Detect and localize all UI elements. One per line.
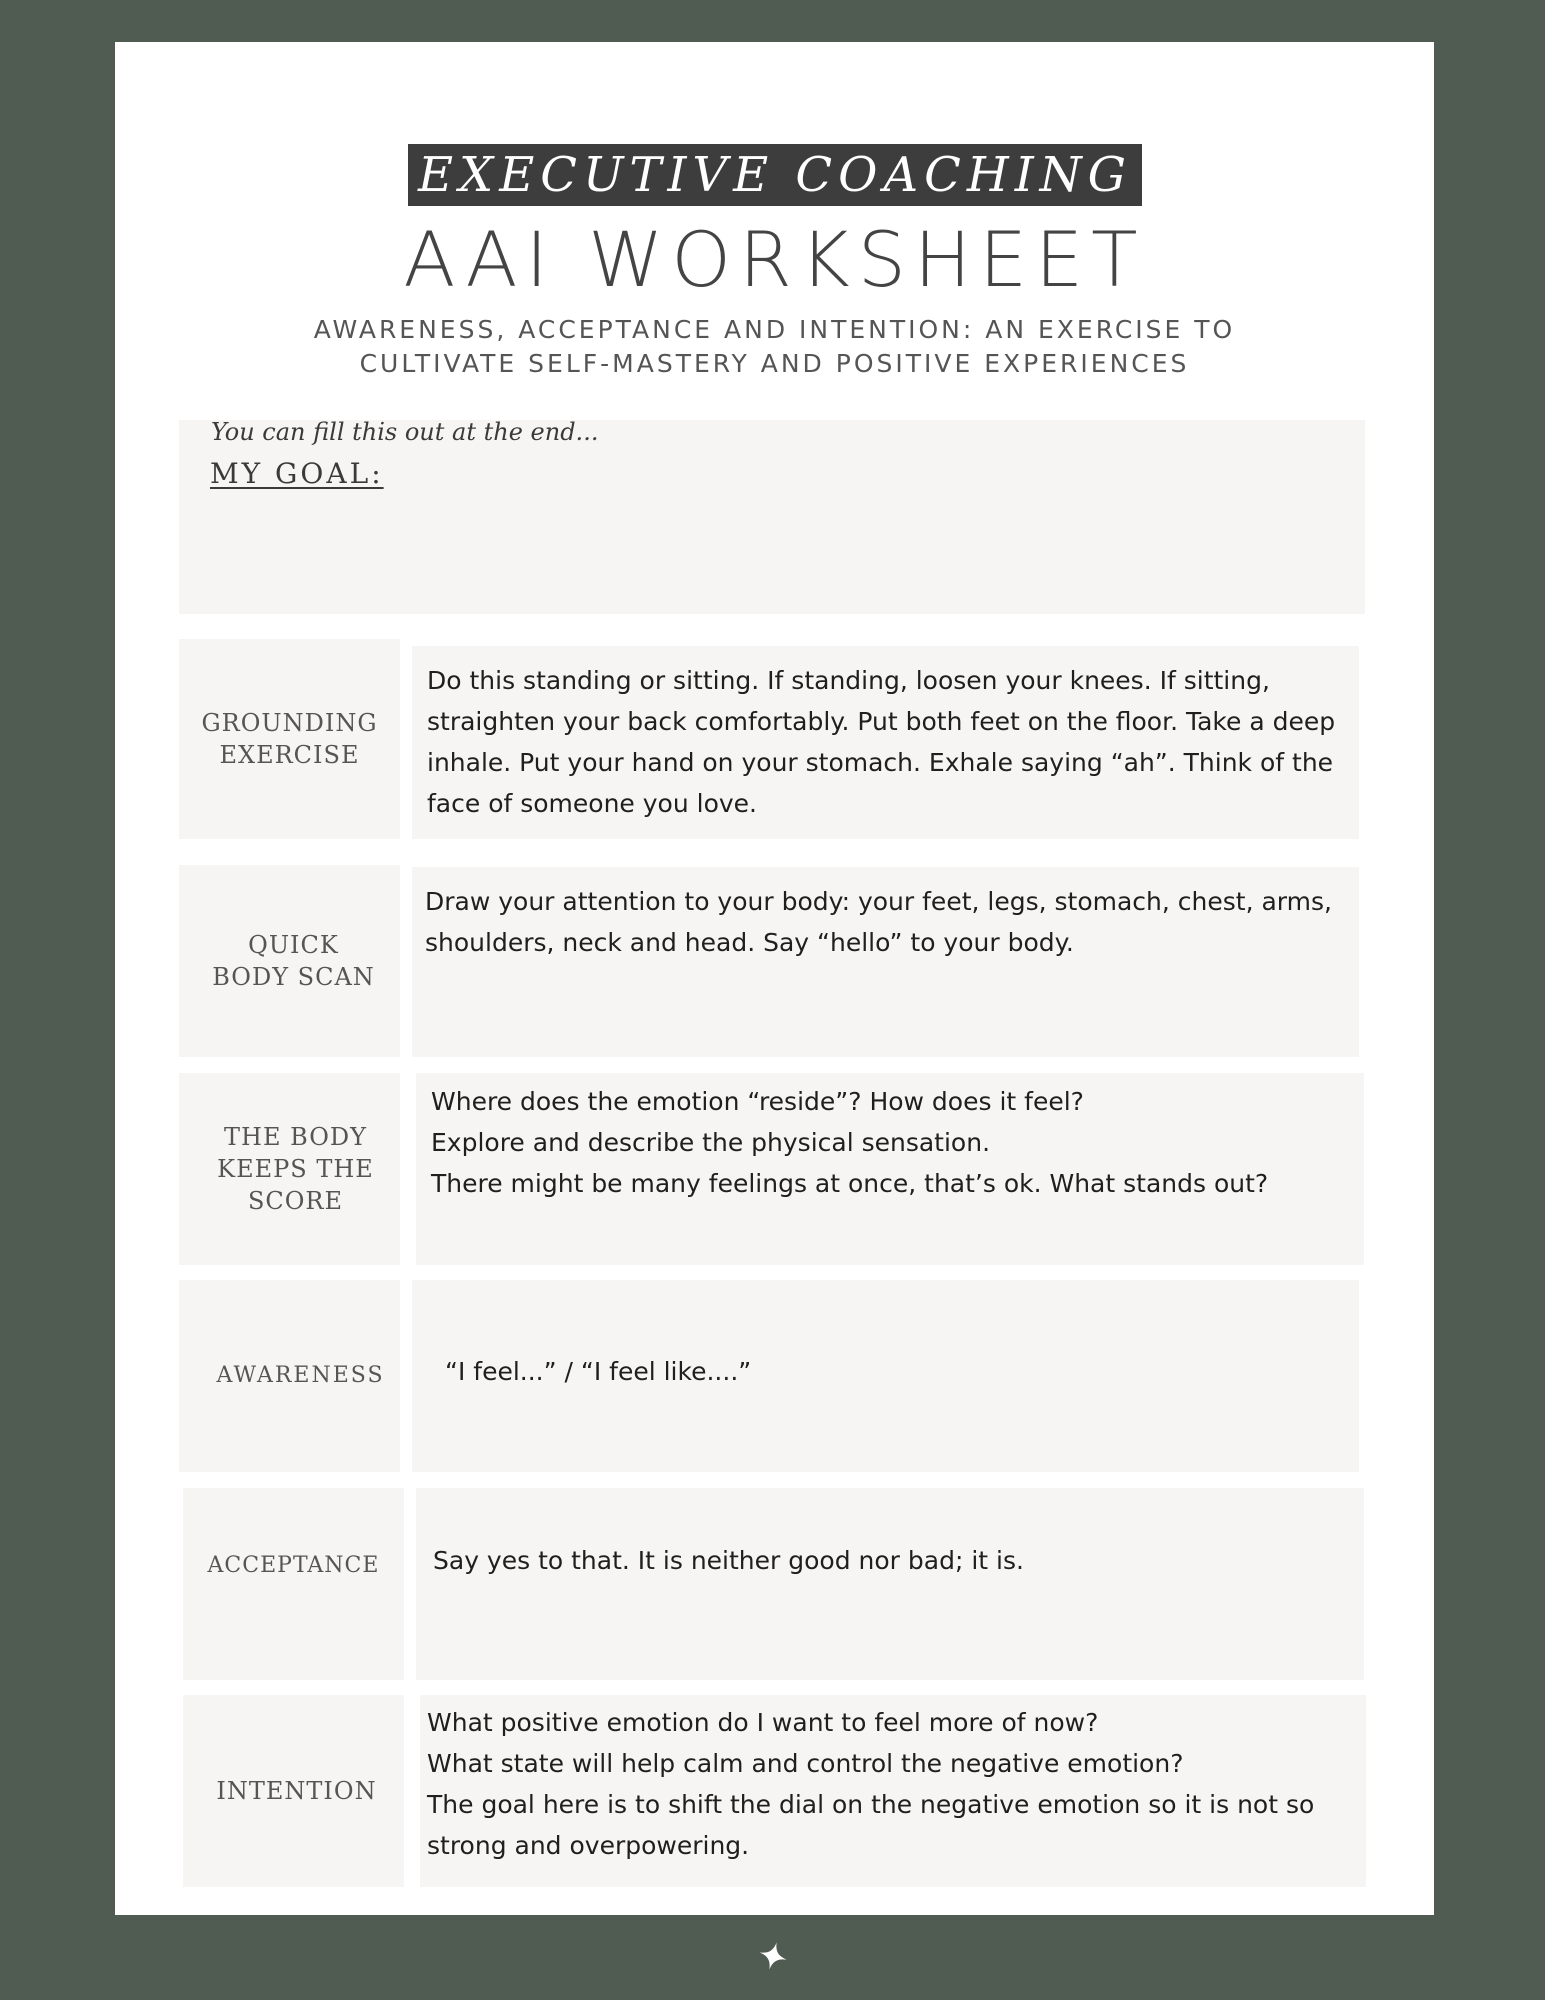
body-scan-label-line-1: QUICK	[248, 931, 339, 959]
intention-line-2: What state will help calm and control the negative emotion?	[427, 1749, 1184, 1778]
goal-box[interactable]	[179, 420, 1365, 614]
awareness-content[interactable]	[412, 1280, 1359, 1472]
quick-body-scan-label	[179, 865, 400, 1057]
goal-hint: You can fill this out at the end...	[211, 418, 599, 446]
subtitle-line-1: AWARENESS, ACCEPTANCE AND INTENTION: AN EXERCISE TO	[313, 315, 1236, 344]
body-keeps-score-line-3: There might be many feelings at once, that’s ok. What stands out?	[431, 1169, 1269, 1198]
quick-body-scan-text: Draw your attention to your body: your feet, legs, stomach, chest, arms, shoulders, neck and head. Say “hello” to your body.	[425, 887, 1332, 957]
acceptance-label-text: ACCEPTANCE	[207, 1553, 380, 1578]
body-keeps-score-content	[416, 1073, 1364, 1265]
body-scan-label-line-2: BODY SCAN	[212, 963, 375, 991]
awareness-label	[179, 1280, 400, 1472]
grounding-exercise-label	[179, 639, 400, 839]
executive-coaching-banner: EXECUTIVE COACHING	[408, 144, 1142, 206]
goal-label: MY GOAL:	[210, 457, 384, 490]
page-title: AAI WORKSHEET	[403, 215, 1146, 304]
body-keeps-score-label-line-1: THE BODY	[224, 1123, 367, 1151]
worksheet-page	[115, 42, 1434, 1915]
grounding-exercise-text: Do this standing or sitting. If standing, loosen your knees. If sitting, straighten your back comfortably. Put both feet on the floor. Take a deep inhale. Put your hand on your stomach. Exhale saying “ah”. Think of the face of someone you love.	[427, 666, 1336, 818]
subtitle-line-2: CULTIVATE SELF-MASTERY AND POSITIVE EXPERIENCES	[359, 349, 1190, 378]
sparkle-star-icon	[757, 1940, 789, 1972]
grounding-exercise-content	[412, 646, 1359, 839]
intention-label	[183, 1695, 404, 1887]
intention-line-3: The goal here is to shift the dial on the negative emotion so it is not so strong and overpowering.	[427, 1790, 1315, 1860]
acceptance-text: Say yes to that. It is neither good nor bad; it is.	[433, 1546, 1024, 1575]
intention-content	[420, 1695, 1366, 1887]
acceptance-label	[183, 1488, 404, 1680]
intention-label-text: INTENTION	[216, 1777, 377, 1805]
body-keeps-score-line-2: Explore and describe the physical sensation.	[431, 1128, 991, 1157]
page-subtitle	[115, 313, 1434, 381]
acceptance-content[interactable]	[416, 1488, 1364, 1680]
quick-body-scan-content	[412, 867, 1359, 1057]
intention-line-1: What positive emotion do I want to feel more of now?	[427, 1708, 1099, 1737]
body-keeps-score-label	[179, 1073, 400, 1265]
grounding-label-line-2: EXERCISE	[219, 741, 360, 769]
body-keeps-score-label-line-2: KEEPS THE	[217, 1155, 374, 1183]
grounding-label-line-1: GROUNDING	[201, 709, 378, 737]
awareness-prompt: “I feel...” / “I feel like....”	[445, 1357, 752, 1386]
body-keeps-score-line-1: Where does the emotion “reside”? How does it feel?	[431, 1087, 1084, 1116]
body-keeps-score-label-line-3: SCORE	[247, 1187, 344, 1215]
awareness-label-text: AWARENESS	[216, 1363, 385, 1388]
